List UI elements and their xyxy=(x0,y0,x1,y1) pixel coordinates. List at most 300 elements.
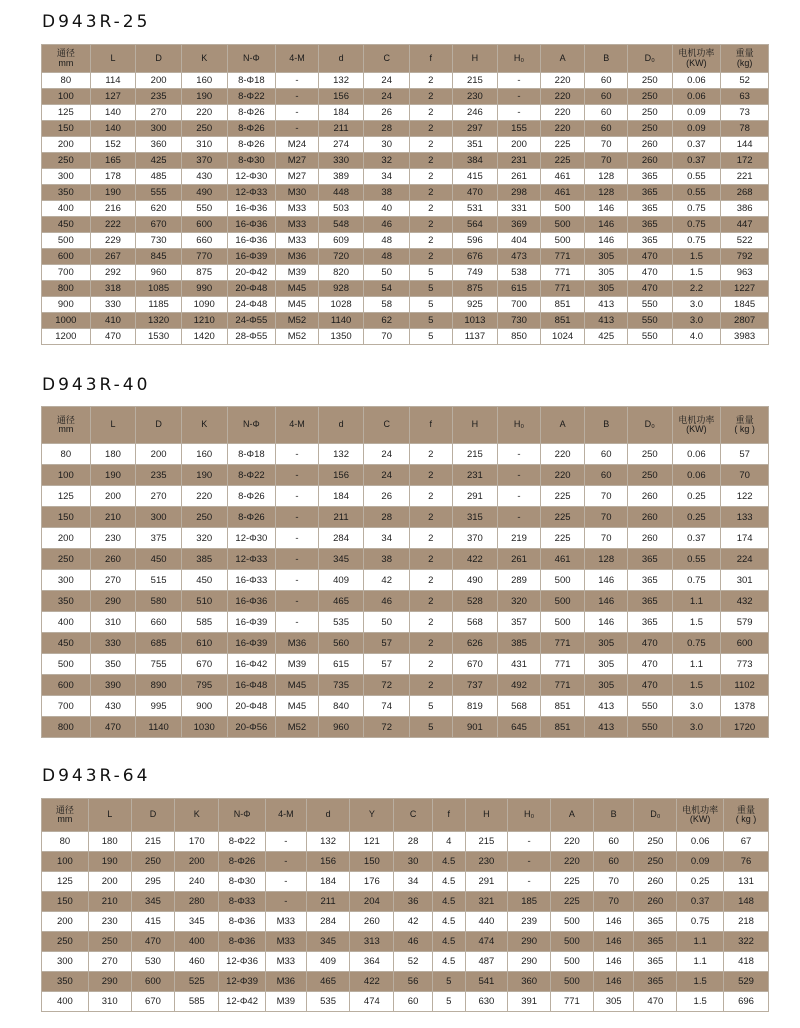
table-cell: 375 xyxy=(136,528,182,549)
column-header: L xyxy=(90,45,136,73)
table-cell: 220 xyxy=(540,465,585,486)
table-cell: 260 xyxy=(350,912,394,932)
table-cell: - xyxy=(276,465,319,486)
table-cell: 8-Φ22 xyxy=(227,89,276,105)
table-cell: 5 xyxy=(432,972,465,992)
table-cell: 70 xyxy=(721,465,769,486)
table-cell: 200 xyxy=(175,852,219,872)
table-cell: 301 xyxy=(721,570,769,591)
table-cell: 200 xyxy=(42,528,91,549)
table-cell: - xyxy=(276,444,319,465)
table-cell: - xyxy=(265,852,306,872)
table-cell: 345 xyxy=(318,549,364,570)
table-cell: 1350 xyxy=(318,329,364,345)
table-cell: 305 xyxy=(585,265,628,281)
table-cell: 305 xyxy=(585,675,628,696)
table-cell: 4.0 xyxy=(672,329,721,345)
table-cell: 146 xyxy=(585,612,628,633)
table-cell: 630 xyxy=(465,992,508,1012)
table-cell: 928 xyxy=(318,281,364,297)
column-header: L xyxy=(90,407,136,444)
table-cell: 291 xyxy=(452,486,498,507)
table-row xyxy=(42,952,769,972)
table-row xyxy=(42,233,769,249)
table-cell: 600 xyxy=(42,675,91,696)
table-cell: 568 xyxy=(498,696,541,717)
table-cell: 800 xyxy=(42,281,91,297)
table-cell: - xyxy=(508,832,551,852)
table-cell: 224 xyxy=(721,549,769,570)
table-cell: 291 xyxy=(465,872,508,892)
table-cell: 990 xyxy=(181,281,227,297)
table-cell: 305 xyxy=(585,654,628,675)
table-cell: 771 xyxy=(540,265,585,281)
table-cell: 52 xyxy=(394,952,433,972)
table-cell: 289 xyxy=(498,570,541,591)
table-cell: M33 xyxy=(265,932,306,952)
table-cell: 500 xyxy=(540,201,585,217)
table-row xyxy=(42,169,769,185)
table-cell: 2.2 xyxy=(672,281,721,297)
table-row xyxy=(42,549,769,570)
table-cell: 470 xyxy=(627,265,672,281)
table-cell: 1420 xyxy=(181,329,227,345)
table-cell: 365 xyxy=(627,201,672,217)
table-cell: 0.75 xyxy=(672,217,721,233)
table-cell: 200 xyxy=(88,872,131,892)
table-row xyxy=(42,265,769,281)
table-cell: 585 xyxy=(175,992,219,1012)
table-cell: 46 xyxy=(364,217,410,233)
table-row xyxy=(42,972,769,992)
table-cell: 200 xyxy=(136,444,182,465)
table-cell: 24-Φ48 xyxy=(227,297,276,313)
table-cell: 250 xyxy=(627,73,672,89)
table-cell: M33 xyxy=(265,912,306,932)
table-cell: 190 xyxy=(90,465,136,486)
column-header: D₀ xyxy=(627,45,672,73)
table-cell: 26 xyxy=(364,105,410,121)
table-cell: 146 xyxy=(585,570,628,591)
table-cell: 596 xyxy=(452,233,498,249)
table-cell: 72 xyxy=(364,675,410,696)
table-cell: 231 xyxy=(498,153,541,169)
table-cell: 400 xyxy=(42,201,91,217)
table-cell: 290 xyxy=(508,952,551,972)
table-cell: 57 xyxy=(364,633,410,654)
table-cell: 541 xyxy=(465,972,508,992)
table-cell: M52 xyxy=(276,717,319,738)
table-cell: - xyxy=(276,89,319,105)
table-cell: 345 xyxy=(306,932,350,952)
table-cell: 185 xyxy=(508,892,551,912)
table-cell: 470 xyxy=(634,992,677,1012)
table-cell: 749 xyxy=(452,265,498,281)
table-cell: 100 xyxy=(42,465,91,486)
table-cell: 413 xyxy=(585,297,628,313)
table-cell: 80 xyxy=(42,73,91,89)
table-cell: 0.06 xyxy=(672,444,721,465)
table-cell: 250 xyxy=(88,932,131,952)
table-cell: M45 xyxy=(276,281,319,297)
column-header: B xyxy=(585,45,628,73)
table-cell: 60 xyxy=(593,832,634,852)
table-cell: 54 xyxy=(364,281,410,297)
table-cell: 360 xyxy=(136,137,182,153)
table-row xyxy=(42,570,769,591)
table-cell: 500 xyxy=(42,233,91,249)
table-row xyxy=(42,217,769,233)
table-cell: 3.0 xyxy=(672,297,721,313)
table-cell: 16-Φ36 xyxy=(227,233,276,249)
table-cell: 8-Φ26 xyxy=(227,486,276,507)
table-cell: 415 xyxy=(452,169,498,185)
table-cell: 30 xyxy=(394,852,433,872)
table-cell: 474 xyxy=(465,932,508,952)
table-cell: 1.5 xyxy=(677,972,724,992)
table-cell: 230 xyxy=(88,912,131,932)
table-cell: 1085 xyxy=(136,281,182,297)
table-cell: M52 xyxy=(276,313,319,329)
table-cell: M52 xyxy=(276,329,319,345)
table-cell: 70 xyxy=(593,872,634,892)
table-cell: 365 xyxy=(634,952,677,972)
table-cell: 470 xyxy=(452,185,498,201)
table-cell: 840 xyxy=(318,696,364,717)
table-cell: 215 xyxy=(465,832,508,852)
column-header: d xyxy=(306,799,350,832)
column-header: f xyxy=(432,799,465,832)
table-cell: 450 xyxy=(42,633,91,654)
table-cell: 365 xyxy=(634,932,677,952)
table-cell: 1.5 xyxy=(672,265,721,281)
table-cell: 200 xyxy=(42,912,89,932)
table-cell: 76 xyxy=(724,852,769,872)
table-cell: 225 xyxy=(551,872,594,892)
table-cell: 60 xyxy=(394,992,433,1012)
column-header: 重量 ( kg ) xyxy=(724,799,769,832)
column-header: 通径 mm xyxy=(42,407,91,444)
section-title-d943r-40: D943R-40 xyxy=(42,375,151,395)
table-cell: 626 xyxy=(452,633,498,654)
table-cell: 56 xyxy=(394,972,433,992)
table-cell: 16-Φ48 xyxy=(227,675,276,696)
table-cell: 100 xyxy=(42,89,91,105)
table-cell: 1028 xyxy=(318,297,364,313)
table-cell: 5 xyxy=(410,297,453,313)
table-cell: 50 xyxy=(364,612,410,633)
table-cell: 473 xyxy=(498,249,541,265)
table-cell: 70 xyxy=(585,486,628,507)
table-cell: 12-Φ30 xyxy=(227,528,276,549)
table-cell: 960 xyxy=(136,265,182,281)
table-cell: 48 xyxy=(364,249,410,265)
table-cell: 500 xyxy=(540,233,585,249)
table-cell: 535 xyxy=(318,612,364,633)
table-cell: 1200 xyxy=(42,329,91,345)
table-cell: 330 xyxy=(90,297,136,313)
table-cell: 235 xyxy=(136,89,182,105)
table-cell: 300 xyxy=(42,570,91,591)
column-header: H₀ xyxy=(498,45,541,73)
table-cell: 2807 xyxy=(721,313,769,329)
table-cell: - xyxy=(276,486,319,507)
table-cell: 156 xyxy=(318,89,364,105)
table-cell: 292 xyxy=(90,265,136,281)
table-cell: M27 xyxy=(276,153,319,169)
table-cell: 3.0 xyxy=(672,313,721,329)
table-cell: 8-Φ36 xyxy=(219,932,266,952)
table-cell: 34 xyxy=(364,169,410,185)
table-cell: 225 xyxy=(540,528,585,549)
column-header: K xyxy=(175,799,219,832)
table-cell: 503 xyxy=(318,201,364,217)
table-cell: 176 xyxy=(350,872,394,892)
table-cell: 150 xyxy=(42,507,91,528)
table-cell: 20-Φ48 xyxy=(227,281,276,297)
table-cell: 190 xyxy=(90,185,136,201)
table-cell: 365 xyxy=(627,549,672,570)
table-cell: - xyxy=(276,570,319,591)
table-cell: 270 xyxy=(88,952,131,972)
table-cell: 250 xyxy=(181,121,227,137)
column-header: B xyxy=(593,799,634,832)
table-cell: 4.5 xyxy=(432,892,465,912)
table-cell: 4.5 xyxy=(432,852,465,872)
table-cell: 800 xyxy=(42,717,91,738)
table-cell: 250 xyxy=(627,121,672,137)
table-cell: 900 xyxy=(181,696,227,717)
table-cell: 391 xyxy=(508,992,551,1012)
table-cell: 8-Φ26 xyxy=(219,852,266,872)
table-cell: 0.75 xyxy=(677,912,724,932)
table-cell: 450 xyxy=(136,549,182,570)
column-header: A xyxy=(551,799,594,832)
table-cell: 0.25 xyxy=(672,507,721,528)
table-row xyxy=(42,185,769,201)
table-cell: 365 xyxy=(627,570,672,591)
table-cell: 250 xyxy=(181,507,227,528)
table-cell: 0.75 xyxy=(672,570,721,591)
table-cell: 174 xyxy=(721,528,769,549)
table-cell: M33 xyxy=(276,217,319,233)
table-cell: - xyxy=(276,612,319,633)
table-cell: 5 xyxy=(410,717,453,738)
table-cell: 132 xyxy=(318,73,364,89)
table-cell: 250 xyxy=(42,153,91,169)
table-cell: 845 xyxy=(136,249,182,265)
table-cell: 12-Φ36 xyxy=(219,952,266,972)
table-cell: 300 xyxy=(42,169,91,185)
table-cell: 500 xyxy=(540,570,585,591)
table-cell: 2 xyxy=(410,528,453,549)
table-cell: M33 xyxy=(276,201,319,217)
table-cell: 26 xyxy=(364,486,410,507)
table-cell: 220 xyxy=(551,832,594,852)
table-row xyxy=(42,507,769,528)
table-cell: 52 xyxy=(721,73,769,89)
column-header: f xyxy=(410,45,453,73)
table-cell: - xyxy=(498,507,541,528)
table-cell: 600 xyxy=(42,249,91,265)
column-header: H xyxy=(452,45,498,73)
table-cell: M33 xyxy=(276,233,319,249)
table-cell: 610 xyxy=(181,633,227,654)
table-cell: 2 xyxy=(410,486,453,507)
table-cell: 250 xyxy=(131,852,175,872)
table-cell: 4.5 xyxy=(432,952,465,972)
table-cell: 239 xyxy=(508,912,551,932)
table-cell: 70 xyxy=(364,329,410,345)
table-cell: 1.5 xyxy=(672,675,721,696)
table-cell: 246 xyxy=(452,105,498,121)
column-header: C xyxy=(394,799,433,832)
table-row xyxy=(42,137,769,153)
table-cell: 250 xyxy=(627,105,672,121)
table-cell: 515 xyxy=(136,570,182,591)
table-cell: 365 xyxy=(627,233,672,249)
table-cell: 465 xyxy=(306,972,350,992)
table-cell: 114 xyxy=(90,73,136,89)
table-row xyxy=(42,852,769,872)
table-cell: 28 xyxy=(364,507,410,528)
table-cell: 150 xyxy=(42,892,89,912)
table-cell: 321 xyxy=(465,892,508,912)
table-cell: 297 xyxy=(452,121,498,137)
table-cell: 70 xyxy=(593,892,634,912)
table-cell: 0.75 xyxy=(672,201,721,217)
table-cell: 268 xyxy=(721,185,769,201)
table-cell: 310 xyxy=(181,137,227,153)
column-header: H xyxy=(452,407,498,444)
column-header: 电机功率 (KW) xyxy=(672,407,721,444)
table-cell: 34 xyxy=(394,872,433,892)
table-cell: 500 xyxy=(551,972,594,992)
table-cell: 1378 xyxy=(721,696,769,717)
table-cell: 550 xyxy=(627,297,672,313)
table-cell: 2 xyxy=(410,612,453,633)
table-cell: 260 xyxy=(634,872,677,892)
table-cell: 24 xyxy=(364,73,410,89)
column-header: N-Φ xyxy=(227,45,276,73)
table-cell: 219 xyxy=(498,528,541,549)
table-cell: 820 xyxy=(318,265,364,281)
table-cell: 250 xyxy=(634,832,677,852)
table-cell: 284 xyxy=(306,912,350,932)
table-cell: 525 xyxy=(175,972,219,992)
table-cell: 260 xyxy=(627,507,672,528)
table-cell: 146 xyxy=(585,233,628,249)
table-row xyxy=(42,832,769,852)
table-row xyxy=(42,932,769,952)
table-row xyxy=(42,313,769,329)
table-cell: 1.1 xyxy=(677,952,724,972)
table-cell: 305 xyxy=(593,992,634,1012)
table-cell: 12-Φ39 xyxy=(219,972,266,992)
table-cell: M45 xyxy=(276,297,319,313)
table-cell: 771 xyxy=(540,249,585,265)
table-cell: 425 xyxy=(585,329,628,345)
table-cell: 211 xyxy=(318,507,364,528)
table-row xyxy=(42,912,769,932)
table-cell: 331 xyxy=(498,201,541,217)
table-cell: 487 xyxy=(465,952,508,972)
table-cell: 0.09 xyxy=(672,105,721,121)
table-cell: 670 xyxy=(452,654,498,675)
table-row xyxy=(42,281,769,297)
table-cell: 430 xyxy=(90,696,136,717)
table-cell: 1.5 xyxy=(677,992,724,1012)
table-cell: 38 xyxy=(364,185,410,201)
table-cell: 400 xyxy=(175,932,219,952)
table-cell: - xyxy=(276,549,319,570)
column-header: 4-M xyxy=(276,407,319,444)
table-cell: 585 xyxy=(181,612,227,633)
table-row xyxy=(42,297,769,313)
table-cell: 40 xyxy=(364,201,410,217)
table-row xyxy=(42,486,769,507)
table-cell: 2 xyxy=(410,675,453,696)
table-cell: 122 xyxy=(721,486,769,507)
table-cell: 150 xyxy=(42,121,91,137)
table-cell: 2 xyxy=(410,570,453,591)
table-cell: 211 xyxy=(318,121,364,137)
table-cell: 350 xyxy=(42,591,91,612)
table-cell: 315 xyxy=(452,507,498,528)
table-cell: 2 xyxy=(410,654,453,675)
table-cell: 851 xyxy=(540,313,585,329)
table-cell: 125 xyxy=(42,872,89,892)
table-cell: 755 xyxy=(136,654,182,675)
table-cell: 500 xyxy=(551,952,594,972)
table-cell: 5 xyxy=(410,281,453,297)
table-cell: M27 xyxy=(276,169,319,185)
table-cell: 225 xyxy=(540,507,585,528)
table-cell: 413 xyxy=(585,696,628,717)
table-cell: 320 xyxy=(181,528,227,549)
table-cell: 700 xyxy=(42,265,91,281)
table-cell: 12-Φ42 xyxy=(219,992,266,1012)
table-cell: 170 xyxy=(175,832,219,852)
table-cell: M45 xyxy=(276,696,319,717)
table-cell: 1320 xyxy=(136,313,182,329)
table-cell: 550 xyxy=(627,696,672,717)
table-cell: 1210 xyxy=(181,313,227,329)
table-cell: 560 xyxy=(318,633,364,654)
column-header: 通径 mm xyxy=(42,45,91,73)
table-cell: 250 xyxy=(634,852,677,872)
column-header: A xyxy=(540,407,585,444)
column-header: Y xyxy=(350,799,394,832)
table-cell: 555 xyxy=(136,185,182,201)
table-cell: 5 xyxy=(410,696,453,717)
column-header: D₀ xyxy=(634,799,677,832)
table-cell: 8-Φ33 xyxy=(219,892,266,912)
table-cell: 16-Φ42 xyxy=(227,654,276,675)
table-cell: 2 xyxy=(410,217,453,233)
table-cell: 5 xyxy=(410,329,453,345)
table-cell: 156 xyxy=(318,465,364,486)
table-cell: M36 xyxy=(265,972,306,992)
column-header: d xyxy=(318,407,364,444)
table-cell: 260 xyxy=(627,528,672,549)
table-cell: 470 xyxy=(627,675,672,696)
table-cell: 0.37 xyxy=(672,153,721,169)
table-cell: 1.1 xyxy=(677,932,724,952)
table-row xyxy=(42,717,769,738)
table-cell: 330 xyxy=(318,153,364,169)
table-cell: 0.55 xyxy=(672,549,721,570)
